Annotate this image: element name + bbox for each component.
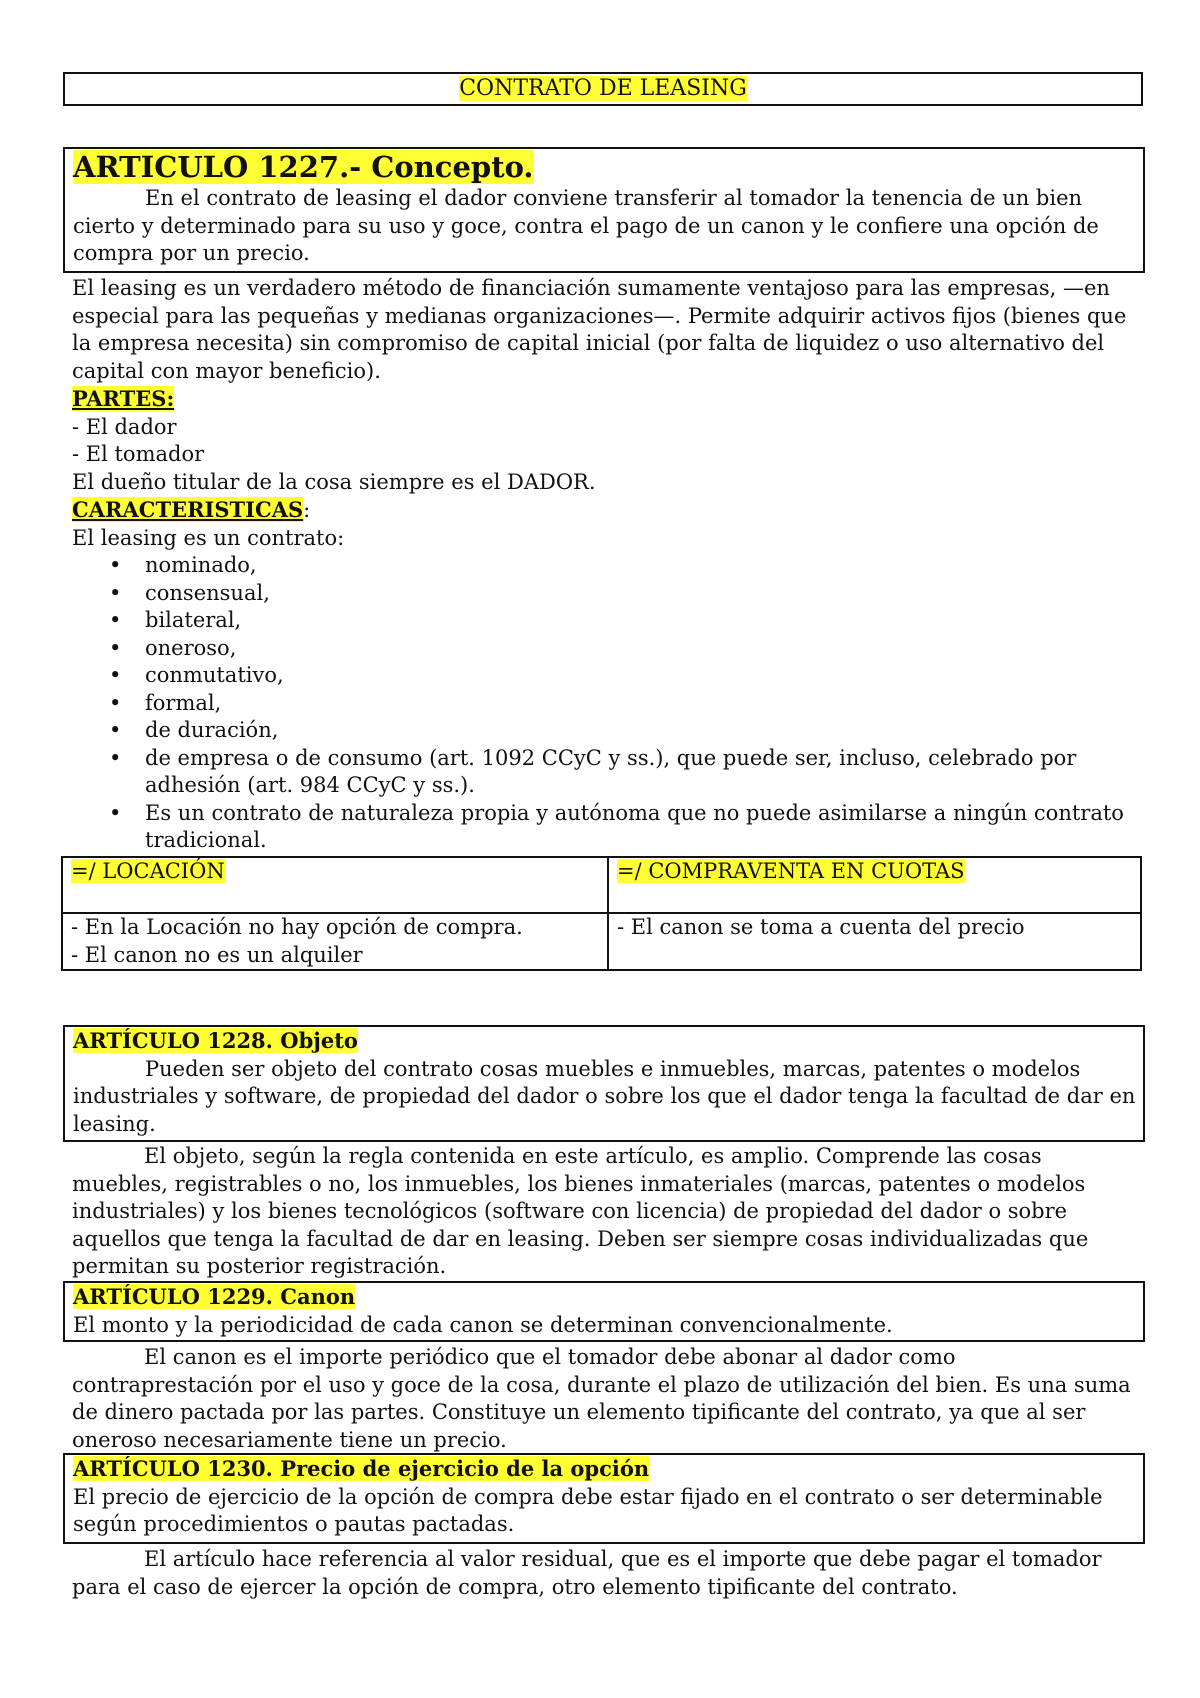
- leasing-intro: [72, 275, 1142, 855]
- article-1228-box: [63, 1025, 1145, 1142]
- caracteristicas-lead: El leasing es un contrato:: [72, 525, 345, 550]
- caracteristicas-heading: CARACTERISTICAS: [72, 497, 304, 522]
- article-1228-commentary: El objeto, según la regla contenida en este artículo, es amplio. Comprende las cosas muebles, registrables o no, los inmuebles, los bienes inmateriales (marcas, patentes o modelos industriales) y los bienes tecnológicos (software con licencia) de propiedad del dador o sobre aquellos que tenga la facultad de dar en leasing. Deben ser siempre cosas individualizadas que permitan su posterior registración.: [72, 1144, 1089, 1278]
- article-1227-box: [63, 147, 1145, 273]
- list-item: • consensual,: [72, 580, 1142, 608]
- partes-note: El dueño titular de la cosa siempre es el DADOR.: [72, 469, 596, 494]
- table-header-locacion: =/ LOCACIÓN: [62, 857, 608, 913]
- table-row: [62, 913, 1141, 970]
- article-1229-heading: ARTÍCULO 1229. Canon: [73, 1284, 356, 1309]
- article-1230-heading: ARTÍCULO 1230. Precio de ejercicio de la opción: [73, 1456, 650, 1481]
- article-1229-text: El monto y la periodicidad de cada canon se determinan convencionalmente.: [73, 1312, 893, 1337]
- bullet-icon: •: [109, 580, 122, 605]
- table-row: [62, 857, 1141, 913]
- intro-paragraph: El leasing es un verdadero método de financiación sumamente ventajoso para las empresas, —en especial para las pequeñas y medianas organizaciones—. Permite adquirir activos fijos (bienes que la empresa necesita) sin compromiso de capital inicial (por falta de liquidez o uso alternativo del capital con mayor beneficio).: [72, 276, 1127, 383]
- partes-item-dador: - El dador: [72, 414, 177, 439]
- bullet-icon: •: [109, 718, 122, 742]
- article-1230-commentary: El artículo hace referencia al valor residual, que es el importe que debe pagar el tomador para el caso de ejercer la opción de compra, otro elemento tipificante del contrato.: [72, 1547, 1102, 1599]
- article-1230-text: El precio de ejercicio de la opción de compra debe estar fijado en el contrato o ser determinable según procedimientos o pautas pactadas.: [73, 1484, 1103, 1536]
- partes-item-tomador: - El tomador: [72, 442, 205, 466]
- bullet-icon: •: [109, 608, 122, 632]
- document-title: CONTRATO DE LEASING: [459, 76, 747, 101]
- bullet-icon: •: [109, 663, 122, 687]
- list-item: • de duración,: [72, 717, 1142, 745]
- table-header-compraventa: =/ COMPRAVENTA EN CUOTAS: [608, 857, 1141, 913]
- article-1228-heading: ARTÍCULO 1228. Objeto: [73, 1028, 358, 1053]
- article-1227-text: En el contrato de leasing el dador conviene transferir al tomador la tenencia de un bien cierto y determinado para su uso y goce, contra el pago de un canon y le confiere una opción de compra por un precio.: [73, 186, 1099, 265]
- article-1230-box: [63, 1453, 1145, 1544]
- document-title-box: [63, 72, 1143, 106]
- list-item: • formal,: [72, 690, 1142, 718]
- table-cell-locacion: - En la Locación no hay opción de compra. - El canon no es un alquiler: [62, 913, 608, 970]
- bullet-icon: •: [109, 635, 122, 660]
- article-1228-text: Pueden ser objeto del contrato cosas muebles e inmuebles, marcas, patentes o modelos industriales y software, de propiedad del dador o sobre los que el dador tenga la facultad de dar en leasing.: [73, 1056, 1136, 1136]
- list-item: • bilateral,: [72, 607, 1142, 635]
- caracteristicas-list: [72, 552, 1142, 855]
- caracteristicas-colon: :: [303, 498, 311, 522]
- list-item: • Es un contrato de naturaleza propia y autónoma que no puede asimilarse a ningún contrato tradicional.: [109, 800, 1124, 852]
- article-1227-heading: ARTICULO 1227.- Concepto.: [73, 150, 534, 184]
- comparison-table: [61, 856, 1142, 971]
- article-1229-commentary: El canon es el importe periódico que el tomador debe abonar al dador como contraprestación por el uso y goce de la cosa, durante el plazo de utilización del bien. Es una suma de dinero pactada por las partes. Constituye un elemento tipificante del contrato, ya que al ser oneroso necesariamente tiene un precio.: [72, 1345, 1131, 1452]
- list-item: • conmutativo,: [72, 662, 1142, 690]
- bullet-icon: •: [109, 800, 122, 825]
- article-1229-box: [63, 1281, 1145, 1342]
- list-item: • oneroso,: [72, 635, 1142, 663]
- list-item: • de empresa o de consumo (art. 1092 CCyC y ss.), que puede ser, incluso, celebrado por adhesión (art. 984 CCyC y ss.).: [109, 745, 1077, 797]
- bullet-icon: •: [109, 690, 122, 715]
- table-cell-compraventa: - El canon se toma a cuenta del precio: [608, 913, 1141, 970]
- list-item: • nominado,: [72, 552, 1142, 580]
- partes-heading: PARTES:: [72, 386, 175, 411]
- bullet-icon: •: [109, 745, 122, 770]
- bullet-icon: •: [109, 553, 122, 577]
